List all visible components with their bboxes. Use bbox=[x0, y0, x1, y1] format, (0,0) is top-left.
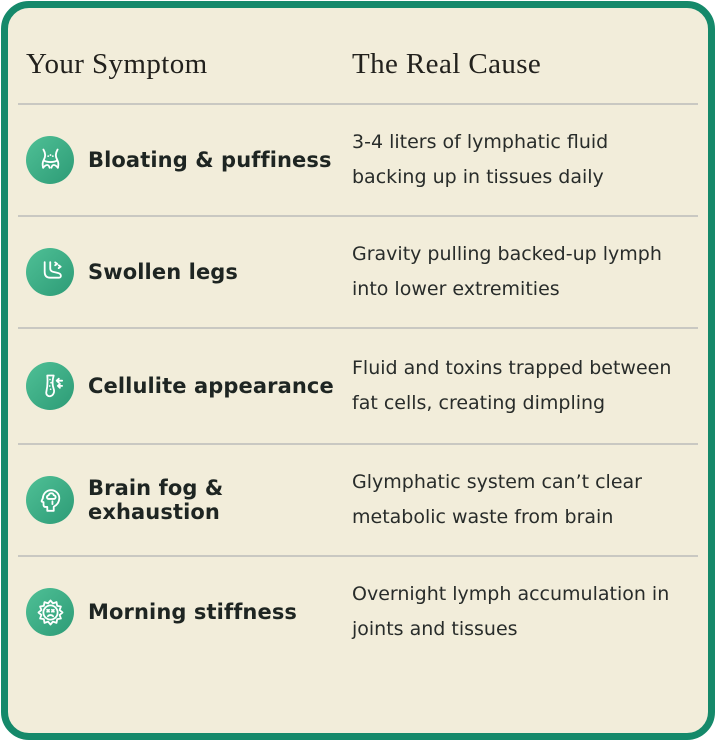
symptom-label: Swollen legs bbox=[88, 260, 239, 284]
symptom-column-header: Your Symptom bbox=[26, 48, 208, 80]
cause-text: Fluid and toxins trapped between fat cells, creating dimpling bbox=[352, 357, 672, 414]
symptom-cell bbox=[26, 248, 352, 296]
symptom-cell bbox=[26, 136, 352, 184]
table-header-row bbox=[18, 8, 698, 103]
table-row bbox=[18, 327, 698, 443]
cause-text: Gravity pulling backed-up lymph into lower extremities bbox=[352, 243, 662, 300]
swollen-legs-icon bbox=[26, 248, 74, 296]
cellulite-icon bbox=[26, 362, 74, 410]
symptom-label: Morning stiffness bbox=[88, 600, 298, 624]
table-row bbox=[18, 103, 698, 215]
cause-text: 3-4 liters of lymphatic fluid backing up in tissues daily bbox=[352, 131, 609, 188]
symptom-cell bbox=[26, 476, 352, 524]
brain-fog-icon bbox=[26, 476, 74, 524]
cause-text: Glymphatic system can’t clear metabolic waste from brain bbox=[352, 471, 642, 528]
table-row bbox=[18, 215, 698, 327]
symptom-cause-table bbox=[18, 8, 698, 667]
symptom-cause-card bbox=[1, 1, 715, 740]
bloating-icon bbox=[26, 136, 74, 184]
symptom-label: Cellulite appearance bbox=[88, 374, 334, 398]
table-row bbox=[18, 555, 698, 667]
cause-text: Overnight lymph accumulation in joints and tissues bbox=[352, 583, 670, 640]
symptom-cell bbox=[26, 362, 352, 410]
morning-stiffness-icon bbox=[26, 588, 74, 636]
symptom-label: Bloating & puffiness bbox=[88, 148, 332, 172]
cause-column-header: The Real Cause bbox=[352, 48, 542, 80]
symptom-cell bbox=[26, 588, 352, 636]
symptom-label: Brain fog & exhaustion bbox=[88, 476, 224, 524]
table-row bbox=[18, 443, 698, 555]
